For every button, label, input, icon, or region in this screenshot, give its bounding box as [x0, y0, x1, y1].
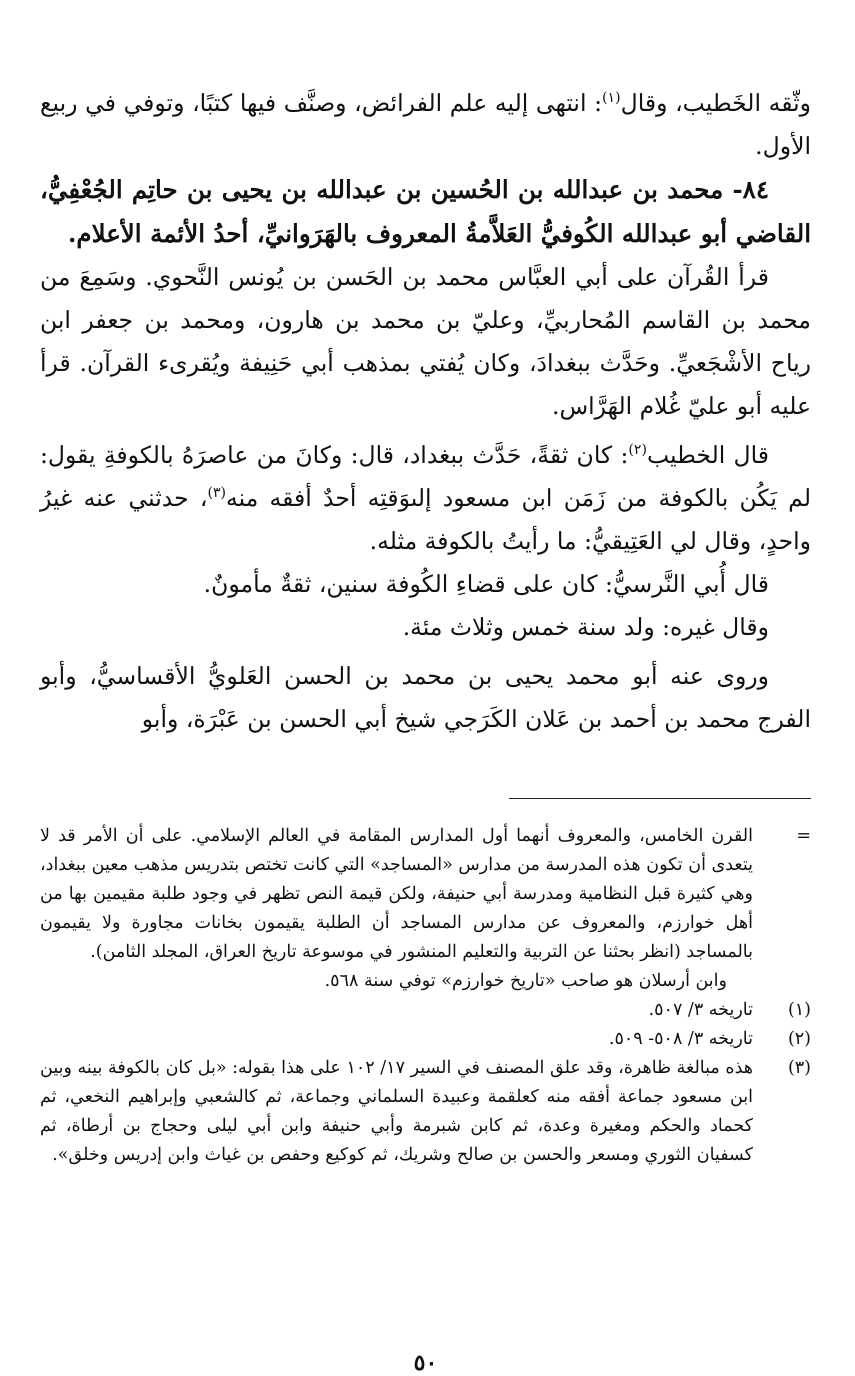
- text-span: قال الخطيب: [646, 441, 769, 469]
- page-number: ٥٠: [413, 1350, 438, 1376]
- footnote-ref[interactable]: (١): [602, 90, 621, 107]
- footnote-text: تاريخه ٣/ ٥٠٨- ٥٠٩.: [608, 1029, 753, 1049]
- footnote-1: [40, 996, 811, 1025]
- footnote-3: [40, 1054, 811, 1170]
- book-page: [40, 82, 811, 1376]
- footnote-ref[interactable]: (٣): [207, 485, 227, 502]
- paragraph: [40, 434, 811, 563]
- footnote-continuation: [40, 822, 811, 996]
- footnote-ref[interactable]: (٢): [628, 442, 647, 459]
- footnote-text: [40, 822, 753, 996]
- paragraph: وروى عنه أبو محمد يحيى بن محمد بن الحسن العَلويُّ الأقساسيُّ، وأبو الفرج محمد بن أحمد بن عَلان الكَرَجي شيخ أبي الحسن بن عَبْرَة، وأبو: [40, 662, 811, 733]
- footnote-marker: (١): [787, 1000, 811, 1020]
- text-span: : انتهى إليه علم الفرائض، وصنَّف فيها كتبًا، وتوفي في ربيع الأول.: [40, 89, 811, 160]
- biography-heading: ٨٤- محمد بن عبدالله بن الحُسين بن عبدالله بن يحيى بن حاتِم الجُعْفِيُّ، القاضي أبو عبدالله الكُوفيُّ العَلاَّمةُ المعروف بالهَرَوانيِّ، أحدُ الأئمة الأعلام.: [40, 175, 811, 248]
- main-text: [40, 82, 811, 741]
- paragraph: قال أُبي النَّرسيُّ: كان على قضاءِ الكُوفة سنين، ثقةٌ مأمونٌ.: [203, 570, 769, 598]
- footnote-marker: =: [796, 826, 811, 846]
- paragraph: وقال غيره: ولد سنة خمس وثلاث مئة.: [402, 613, 769, 641]
- footnote-text: تاريخه ٣/ ٥٠٧.: [648, 1000, 753, 1020]
- footnote-marker: (٢): [787, 1029, 811, 1049]
- footnotes: [40, 822, 811, 1170]
- text-span: ، حدثني عنه غيرُ واحدٍ، وقال لي العَتِيقيُّ: ما رأيتُ بالكوفة مثله.: [40, 484, 811, 555]
- paragraph-continuation: [40, 82, 811, 168]
- footnote-2: [40, 1025, 811, 1054]
- text-span: وثّقه الخَطيب، وقال: [620, 89, 811, 117]
- text-span: : كان ثقةً، حَدَّث ببغداد، قال: وكانَ من عاصرَهُ بالكوفةِ يقول: لم يَكُن بالكوفة من زَمَن ابن مسعود إلىوَقتِه أحدٌ أفقه منه: [40, 441, 811, 512]
- paragraph: قرأ القُرآن على أبي العبَّاس محمد بن الحَسن بن يُونس النَّحوي. وسَمِعَ من محمد بن القاسم المُحاربيِّ، وعليّ بن محمد بن هارون، ومحمد بن جعفر ابن رياح الأشْجَعيِّ. وحَدَّث ببغدادَ، وكان يُفتي بمذهب أبي حَنِيفة ويُقرىء القرآن. قرأ عليه أبو عليّ غُلام الهَرَّاس.: [40, 263, 811, 420]
- footnote-marker: (٣): [787, 1058, 811, 1078]
- footnote-paragraph: القرن الخامس، والمعروف أنهما أول المدارس المقامة في العالم الإسلامي. على أن الأمر قد لا يتعدى أن تكون هذه المدرسة من مدارس «المساجد» التي كانت تختص بتدريس مذهب معين ببغداد، وهي كثيرة قبل النظامية ومدرسة أبي حنيفة، ولكن قيمة النص تظهر في وجود طلبة مقيمين بها من أهل خوارزم، والمعروف عن مدارس المساجد أن الطلبة يقيمون بخانات مجاورة ولا يقيمون بالمساجد (انظر بحثنا عن التربية والتعليم المنشور في موسوعة تاريخ العراق، المجلد الثامن).: [40, 826, 753, 962]
- footnote-separator: [509, 798, 811, 799]
- footnote-text: هذه مبالغة ظاهرة، وقد علق المصنف في السير ١٧/ ١٠٢ على هذا بقوله: «بل كان بالكوفة بينه وبين ابن مسعود جماعة أفقه منه كعلقمة وعبيدة السلماني وجماعة، ثم كالشعبي وإبراهيم النخعي، ثم كحماد والحكم ومغيرة وعدة، ثم كابن شبرمة وأبي حنيفة وابن أبي ليلى وحجاج بن أرطاة، ثم كسفيان الثوري ومسعر والحسن بن صالح وشريك، ثم كوكيع وحفص بن غياث وابن إدريس وخلق».: [40, 1058, 753, 1165]
- footnote-paragraph: وابن أرسلان هو صاحب «تاريخ خوارزم» توفي سنة ٥٦٨.: [324, 971, 727, 991]
